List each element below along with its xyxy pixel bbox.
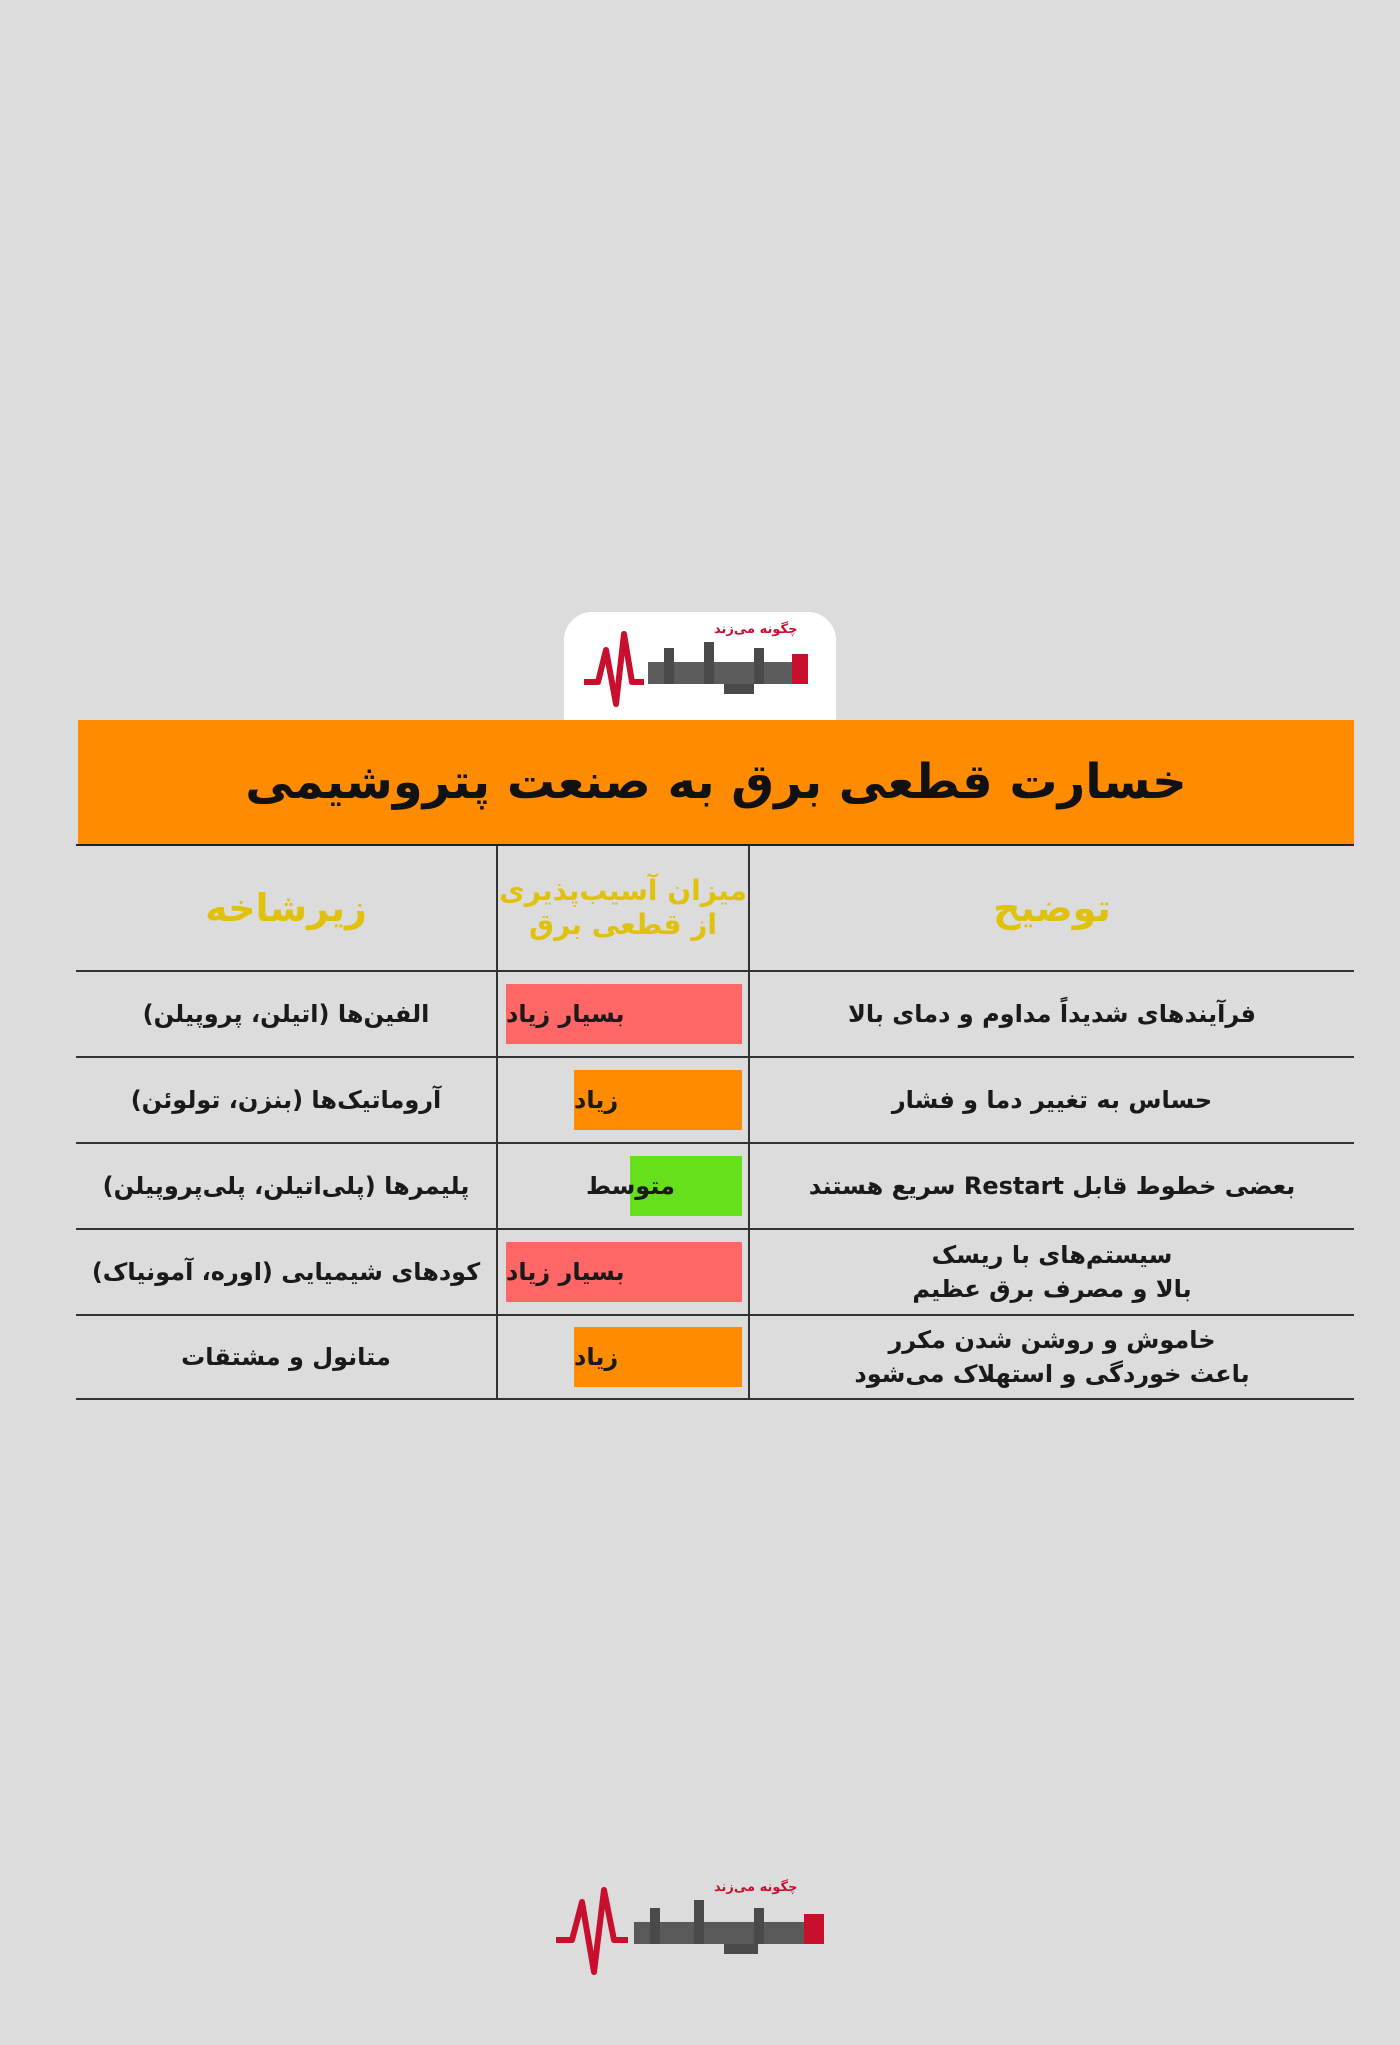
row-level xyxy=(496,972,750,1056)
table-header-row xyxy=(76,846,1354,972)
row-subsector: آروماتیک‌ها (بنزن، تولوئن) xyxy=(130,1086,442,1114)
level-badge-medium xyxy=(506,1156,742,1216)
row-description: حساس به تغییر دما و فشار xyxy=(891,1086,1213,1114)
row-subsector: متانول و مشتقات xyxy=(181,1343,391,1371)
footer-logo xyxy=(554,1880,846,1984)
row-description-line2: بالا و مصرف برق عظیم xyxy=(912,1275,1192,1303)
row-description xyxy=(750,1316,1354,1398)
row-level xyxy=(496,1230,750,1314)
logo-tab xyxy=(564,612,836,720)
brand-logo-icon xyxy=(554,1880,846,1980)
row-level xyxy=(496,1316,750,1398)
header-level-line2: از قطعی برق xyxy=(529,908,717,941)
row-description: فرآیندهای شدیداً مداوم و دمای بالا xyxy=(848,1000,1256,1028)
table-row xyxy=(76,1144,1354,1230)
table-row xyxy=(76,1316,1354,1400)
vulnerability-table xyxy=(76,844,1354,1400)
level-badge-high: زیاد xyxy=(574,1070,742,1130)
header-level-line1: میزان آسیب‌پذیری xyxy=(499,874,747,907)
title-banner xyxy=(78,720,1354,844)
level-badge-high: زیاد xyxy=(574,1327,742,1387)
table-row xyxy=(76,972,1354,1058)
table-row xyxy=(76,1058,1354,1144)
header-description: توضیح xyxy=(993,886,1111,930)
row-level xyxy=(496,1144,750,1228)
row-description-line1: خاموش و روشن شدن مکرر xyxy=(888,1326,1216,1354)
brand-tagline: چگونه می‌زند xyxy=(714,1880,798,1895)
row-description-line1: سیستم‌های با ریسک xyxy=(931,1241,1173,1269)
row-subsector: پلیمرها (پلی‌اتیلن، پلی‌پروپیلن) xyxy=(102,1172,470,1200)
table-row xyxy=(76,1230,1354,1316)
brand-tagline: چگونه می‌زند xyxy=(714,622,798,637)
page-title: خسارت قطعی برق به صنعت پتروشیمی xyxy=(245,754,1187,810)
level-badge-very-high: بسیار زیاد xyxy=(506,1242,742,1302)
header-subsector: زیرشاخه xyxy=(205,886,367,930)
level-badge-label: متوسط xyxy=(586,1172,676,1200)
row-subsector: الفین‌ها (اتیلن، پروپیلن) xyxy=(142,1000,430,1028)
row-description xyxy=(750,1230,1354,1314)
row-level xyxy=(496,1058,750,1142)
row-description: بعضی خطوط قابل Restart سریع هستند xyxy=(808,1172,1296,1200)
row-subsector: کودهای شیمیایی (اوره، آمونیاک) xyxy=(91,1258,481,1286)
header-level xyxy=(496,846,750,970)
row-description-line2: باعث خوردگی و استهلاک می‌شود xyxy=(854,1360,1250,1388)
level-badge-very-high: بسیار زیاد xyxy=(506,984,742,1044)
